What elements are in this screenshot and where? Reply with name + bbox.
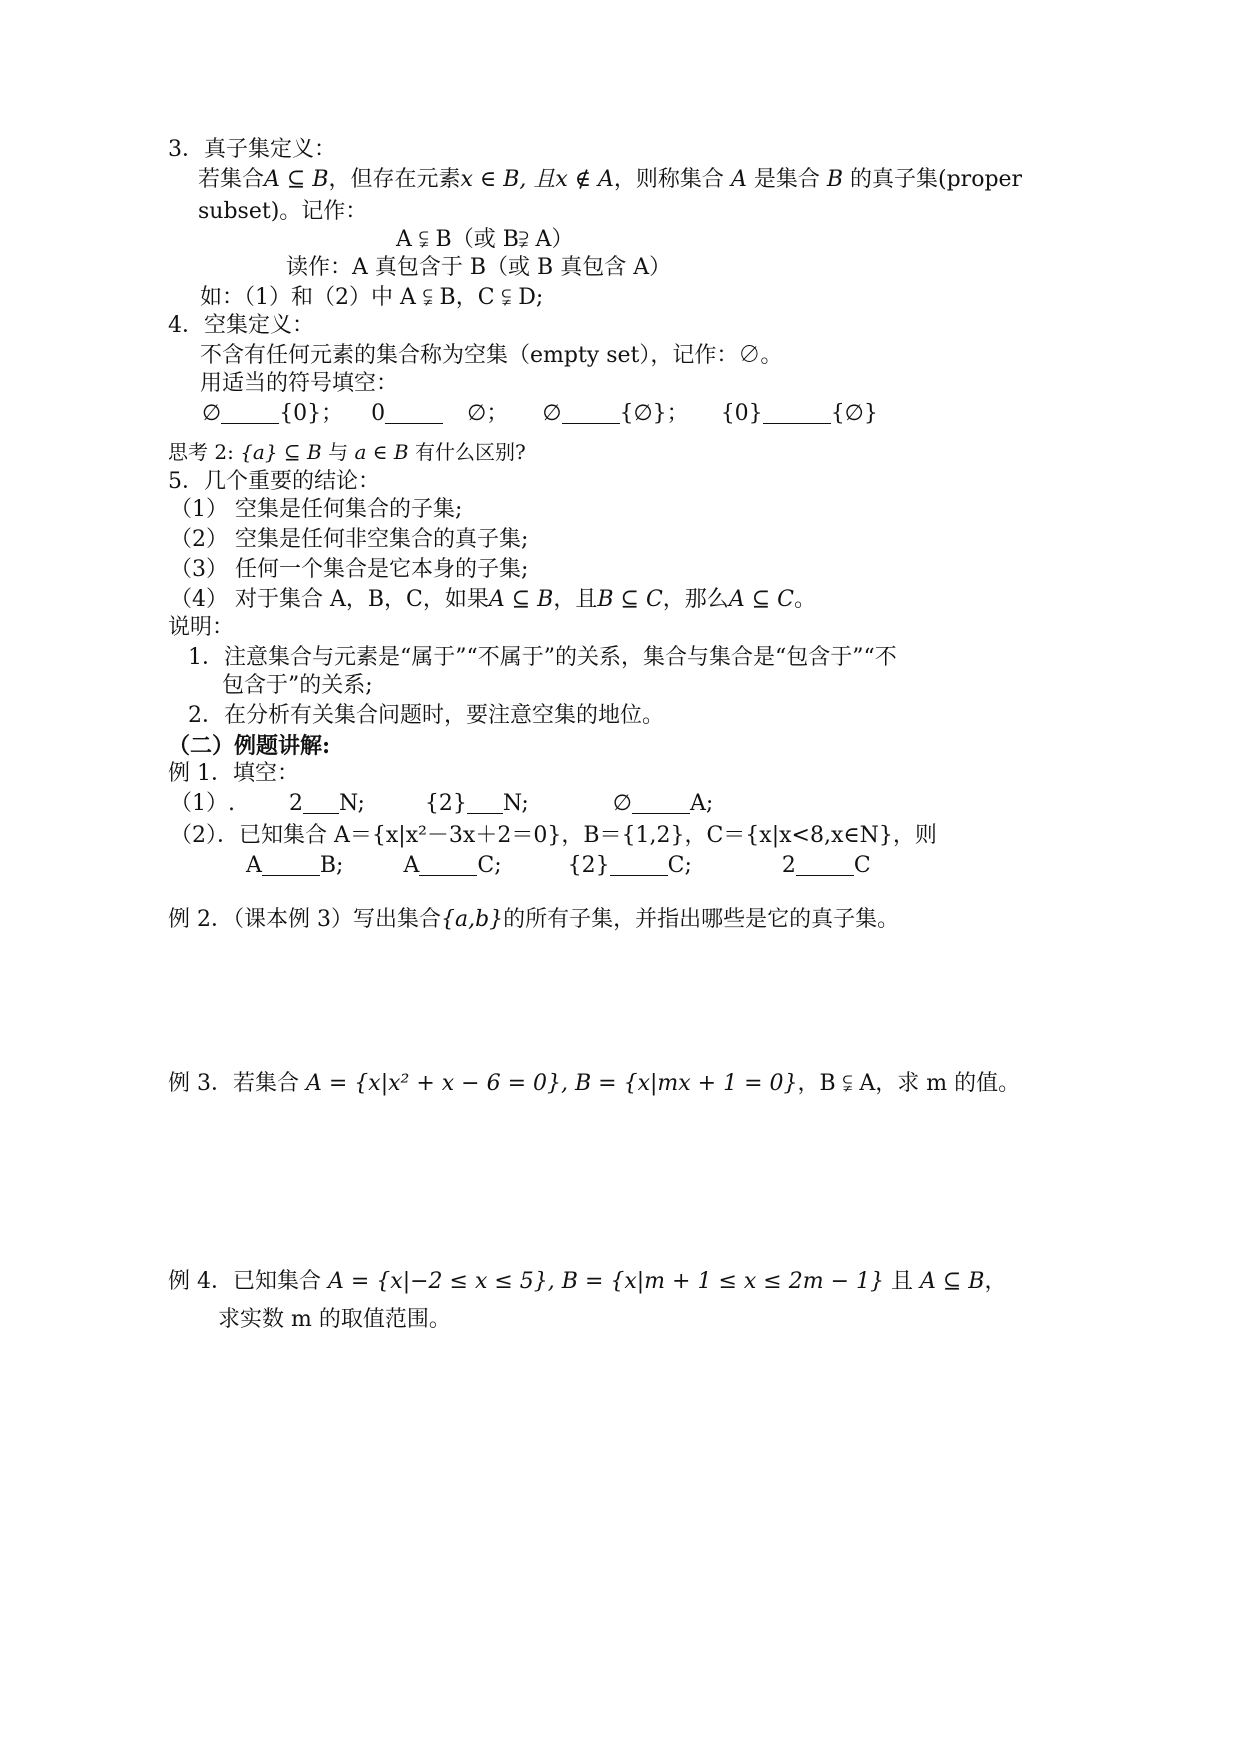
think-prefix: 思考 2: [168, 440, 234, 464]
ex3-math: A = {x|x² + x − 6 = 0}, B = {x|mx + 1 = 0} [306, 1071, 798, 1096]
def-prefix: 若集合 [198, 167, 265, 192]
proper-subset-reading: 读作：A 真包含于 B（或 B 真包含 A） [286, 255, 672, 280]
think-mid: 与 [328, 440, 349, 464]
def-mid3: 是集合 [753, 167, 820, 192]
example-4-line-2: 求实数 m 的取值范围。 [218, 1307, 451, 1332]
example-3 [168, 1068, 1020, 1100]
ex1-item: {2} [424, 791, 467, 816]
note-1-line-1: 1．注意集合与元素是“属于”“不属于”的关系，集合与集合是“包含于”“不 [188, 645, 897, 670]
proper-subset-definition [198, 164, 1022, 196]
fill-prompt: 用适当的符号填空： [200, 371, 399, 396]
fill-item: {∅}； [619, 401, 689, 426]
item4-m1: A ⊆ B [488, 587, 554, 612]
think-math1: {a} ⊆ B [240, 440, 322, 464]
ex4-math: A = {x|−2 ≤ x ≤ 5}, B = {x|m + 1 ≤ x ≤ 2m − 1} [328, 1269, 884, 1294]
example-2 [168, 904, 899, 936]
item4-m2: B ⊆ C [597, 587, 663, 612]
think-2 [168, 436, 526, 468]
ex2-prefix: 例 2．（课本例 3）写出集合 [168, 907, 441, 932]
fill-blank[interactable] [303, 791, 339, 814]
fill-blank[interactable] [796, 853, 854, 876]
fill-item: ∅ [202, 401, 222, 426]
fill-blank[interactable] [385, 401, 443, 424]
def-mid2: ，则称集合 [613, 167, 724, 192]
item4-prefix: （4） 对于集合 A，B，C，如果 [170, 587, 489, 612]
ex1-item: C; [667, 853, 692, 878]
fill-item: 0 [371, 401, 386, 426]
fill-blank[interactable] [467, 791, 503, 814]
example-1-row-2: （2）．已知集合 A＝{x|x²－3x＋2＝0}，B＝{1,2}，C＝{x|x<8,x∈N}，则 [170, 823, 937, 848]
fill-item: {0} [720, 401, 763, 426]
def-suffix: 的真子集(proper [850, 167, 1023, 192]
note-2: 2．在分析有关集合问题时，要注意空集的地位。 [188, 703, 664, 728]
ex2-suffix: 的所有子集，并指出哪些是它的真子集。 [503, 907, 900, 932]
def-math-element: x ∈ B, 且x ∉ A [460, 167, 614, 192]
ex4-end: ， [984, 1269, 1007, 1294]
proper-subset-notation: A ⫋ B（或 B⫌ A） [396, 227, 574, 252]
ex1-item: A [403, 853, 420, 878]
ex1-label: （1）. [170, 791, 235, 816]
fill-exercise-row [202, 398, 878, 430]
ex3-suffix: ，B ⫋ A，求 m 的值。 [797, 1071, 1021, 1096]
example-4 [168, 1266, 1007, 1298]
empty-set-definition: 不含有任何元素的集合称为空集（empty set），记作：∅。 [200, 343, 783, 368]
fill-blank[interactable] [610, 853, 668, 876]
ex2-math: {a,b} [440, 907, 504, 932]
ex1-item: N; [502, 791, 529, 816]
item4-mid: ，且 [553, 587, 598, 612]
example-1-row-3 [246, 850, 871, 882]
ex1-item: N; [339, 791, 365, 816]
fill-blank[interactable] [562, 401, 620, 424]
section-4-heading: 4．空集定义： [168, 313, 314, 338]
fill-blank[interactable] [262, 853, 320, 876]
conclusion-item: （2） 空集是任何非空集合的真子集; [170, 527, 529, 552]
note-1-line-2: 包含于”的关系; [222, 673, 373, 698]
section-5-heading: 5．几个重要的结论： [168, 469, 380, 494]
ex3-prefix: 例 3．若集合 [168, 1071, 299, 1096]
section-3-heading: 3．真子集定义： [168, 137, 336, 162]
ex1-item: 2 [781, 853, 796, 878]
notes-heading: 说明： [168, 615, 235, 640]
ex4-mid: 且 [890, 1269, 913, 1294]
examples-heading: （二）例题讲解: [168, 733, 331, 759]
def-mid: ，但存在元素 [328, 167, 461, 192]
fill-blank[interactable] [419, 853, 477, 876]
ex1-item: A; [689, 791, 714, 816]
fill-item: ∅ [542, 401, 562, 426]
proper-subset-example: 如：（1）和（2）中 A ⫋ B，C ⫋ D; [200, 285, 544, 310]
ex1-item: C [853, 853, 871, 878]
item4-end: 。 [793, 587, 816, 612]
ex1-item: A [246, 853, 262, 878]
ex4-math2: A ⊆ B [920, 1269, 985, 1294]
fill-blank[interactable] [221, 401, 279, 424]
item4-mid2: ，那么 [662, 587, 729, 612]
conclusion-item: （1） 空集是任何集合的子集; [170, 497, 463, 522]
fill-blank[interactable] [632, 791, 690, 814]
item4-m3: A ⊆ C [728, 587, 794, 612]
fill-item: ∅； [467, 401, 509, 426]
fill-item: {∅} [830, 401, 878, 426]
def-set-a: A [730, 167, 747, 192]
ex4-prefix: 例 4．已知集合 [168, 1269, 321, 1294]
fill-item: {0}； [279, 401, 344, 426]
conclusion-item-4 [170, 584, 816, 616]
definition-line-2: subset)。记作： [198, 199, 368, 224]
think-suffix: 有什么区别? [414, 440, 526, 464]
fill-blank[interactable] [763, 401, 831, 424]
ex1-item: {2} [567, 853, 610, 878]
ex1-item: 2 [289, 791, 303, 816]
ex1-item: ∅ [612, 791, 632, 816]
example-1-row-1 [170, 788, 713, 820]
think-math2: a ∈ B [354, 440, 409, 464]
def-math-subset: A ⊆ B [264, 167, 329, 192]
conclusion-item: （3） 任何一个集合是它本身的子集; [170, 557, 529, 582]
ex1-item: B; [319, 853, 344, 878]
def-set-b: B [826, 167, 844, 192]
example-1-heading: 例 1．填空： [168, 761, 299, 786]
ex1-item: C; [477, 853, 502, 878]
